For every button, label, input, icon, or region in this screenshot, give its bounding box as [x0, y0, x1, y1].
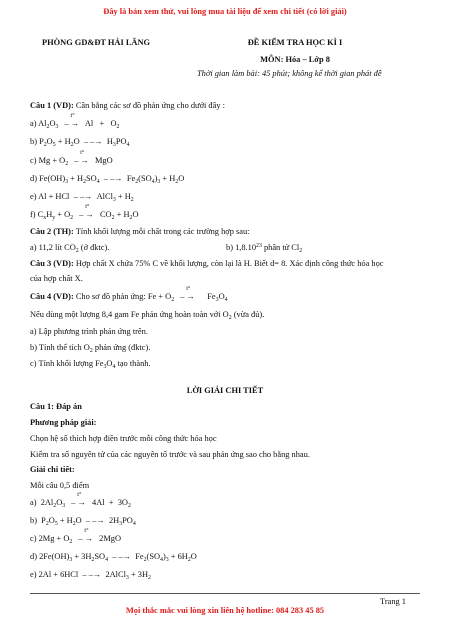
- exam-title: ĐỀ KIỂM TRA HỌC KÌ I: [247, 38, 343, 47]
- answer-1c: c) $2Mg + O_2$ – t° → 2MgO: [30, 528, 122, 545]
- reaction-1d: d) $Fe(OH)_3 + H_2SO_4$ – –→ $Fe_2(SO_4)_3 + H_2O$: [30, 174, 185, 185]
- exam-subject: MÔN: Hóa – Lớp 8: [260, 55, 330, 64]
- question-4a: a) Lập phương trình phản ứng trên.: [30, 327, 148, 336]
- hotline-banner: Mọi thắc mắc vui lòng xin liên hệ hotline: 084 283 45 85: [125, 606, 325, 615]
- detail-heading: Giải chi tiết:: [30, 465, 75, 474]
- question-2b: b) 1,8.10$^{23}$ phân tử $Cl_2$: [226, 243, 303, 254]
- question-4-line1: Nếu dùng một lượng 8,4 gam Fe phản ứng hoàn toàn với $O_2$ (vừa đủ).: [30, 310, 265, 321]
- answer-1d: d) $2Fe(OH)_3 + 3H_2SO_4$ – –→ $Fe_2(SO_4)_3 + 6H_2O$: [30, 552, 197, 563]
- exam-time: Thời gian làm bài: 45 phút; không kể thời gian phát đề: [197, 69, 382, 78]
- question-2a: a) 11,2 lít $CO_2$ (ở đktc).: [30, 243, 110, 254]
- page-number: Trang 1: [380, 597, 406, 606]
- answer-1e: e) 2Al + 6HCl – –→ 2AlCl$_3$ + $3H_2$: [30, 570, 151, 581]
- question-4c: c) Tính khối lượng $Fe_3O_4$ tạo thành.: [30, 359, 151, 370]
- solution-q1-heading: Câu 1: Đáp án: [30, 402, 82, 411]
- answer-1a: a) $2Al_2O_3$ – t° → $4Al + 3O_2$: [30, 492, 131, 509]
- question-4b: b) Tính thể tích $O_2$ phản ứng (đktc).: [30, 343, 151, 354]
- question-3-cont: của hợp chất X.: [30, 274, 83, 283]
- top-banner: Đây là bản xem thử, vui lòng mua tài liệu để xem chi tiết (có lời giải): [103, 7, 347, 16]
- method-heading: Phương pháp giải:: [30, 418, 97, 427]
- points-note: Mỗi câu 0,5 điểm: [30, 481, 90, 490]
- reaction-1b: b) $P_2O_5 + H_2O$ – –→ $H_3PO_4$: [30, 137, 130, 148]
- school-name: PHÒNG GD&ĐT HẢI LĂNG: [42, 38, 151, 47]
- reaction-1e: e) Al + HCl – –→ AlCl$_3$ + $H_2$: [30, 192, 134, 203]
- method-line-2: Kiểm tra số nguyên tử của các nguyên tố trước và sau phản ứng sao cho bằng nhau.: [30, 450, 310, 459]
- question-2: Câu 2 (TH): Tính khối lượng mỗi chất trong các trường hợp sau:: [30, 227, 250, 236]
- reaction-1c: c) $Mg + O_2$ – t° → MgO: [30, 150, 113, 167]
- method-line-1: Chọn hệ số thích hợp điền trước mỗi công thức hóa học: [30, 434, 217, 443]
- question-1: Câu 1 (VD): Cân bằng các sơ đồ phản ứng cho dưới đây :: [30, 101, 225, 110]
- reaction-1a: a) $Al_2O_3$ – t° → $Al + O_2$: [30, 113, 120, 130]
- footer-divider: [30, 593, 420, 594]
- question-3: Câu 3 (VD): Hợp chất X chứa 75% C về khối lượng, còn lại là H. Biết d= 8. Xác định công thức hóa học: [30, 259, 384, 268]
- reaction-1f: f) $C_xH_y + O_2$ – t° → $CO_2 + H_2O$: [30, 204, 139, 221]
- question-4: Câu 4 (VD): Cho sơ đồ phản ứng: $Fe + O_2$ – t° → $Fe_3O_4$: [30, 286, 228, 303]
- answer-1b: b) $P_2O_5 + H_2O$ – –→ $2H_3PO_4$: [30, 516, 136, 527]
- solution-title: LỜI GIẢI CHI TIẾT: [186, 386, 264, 395]
